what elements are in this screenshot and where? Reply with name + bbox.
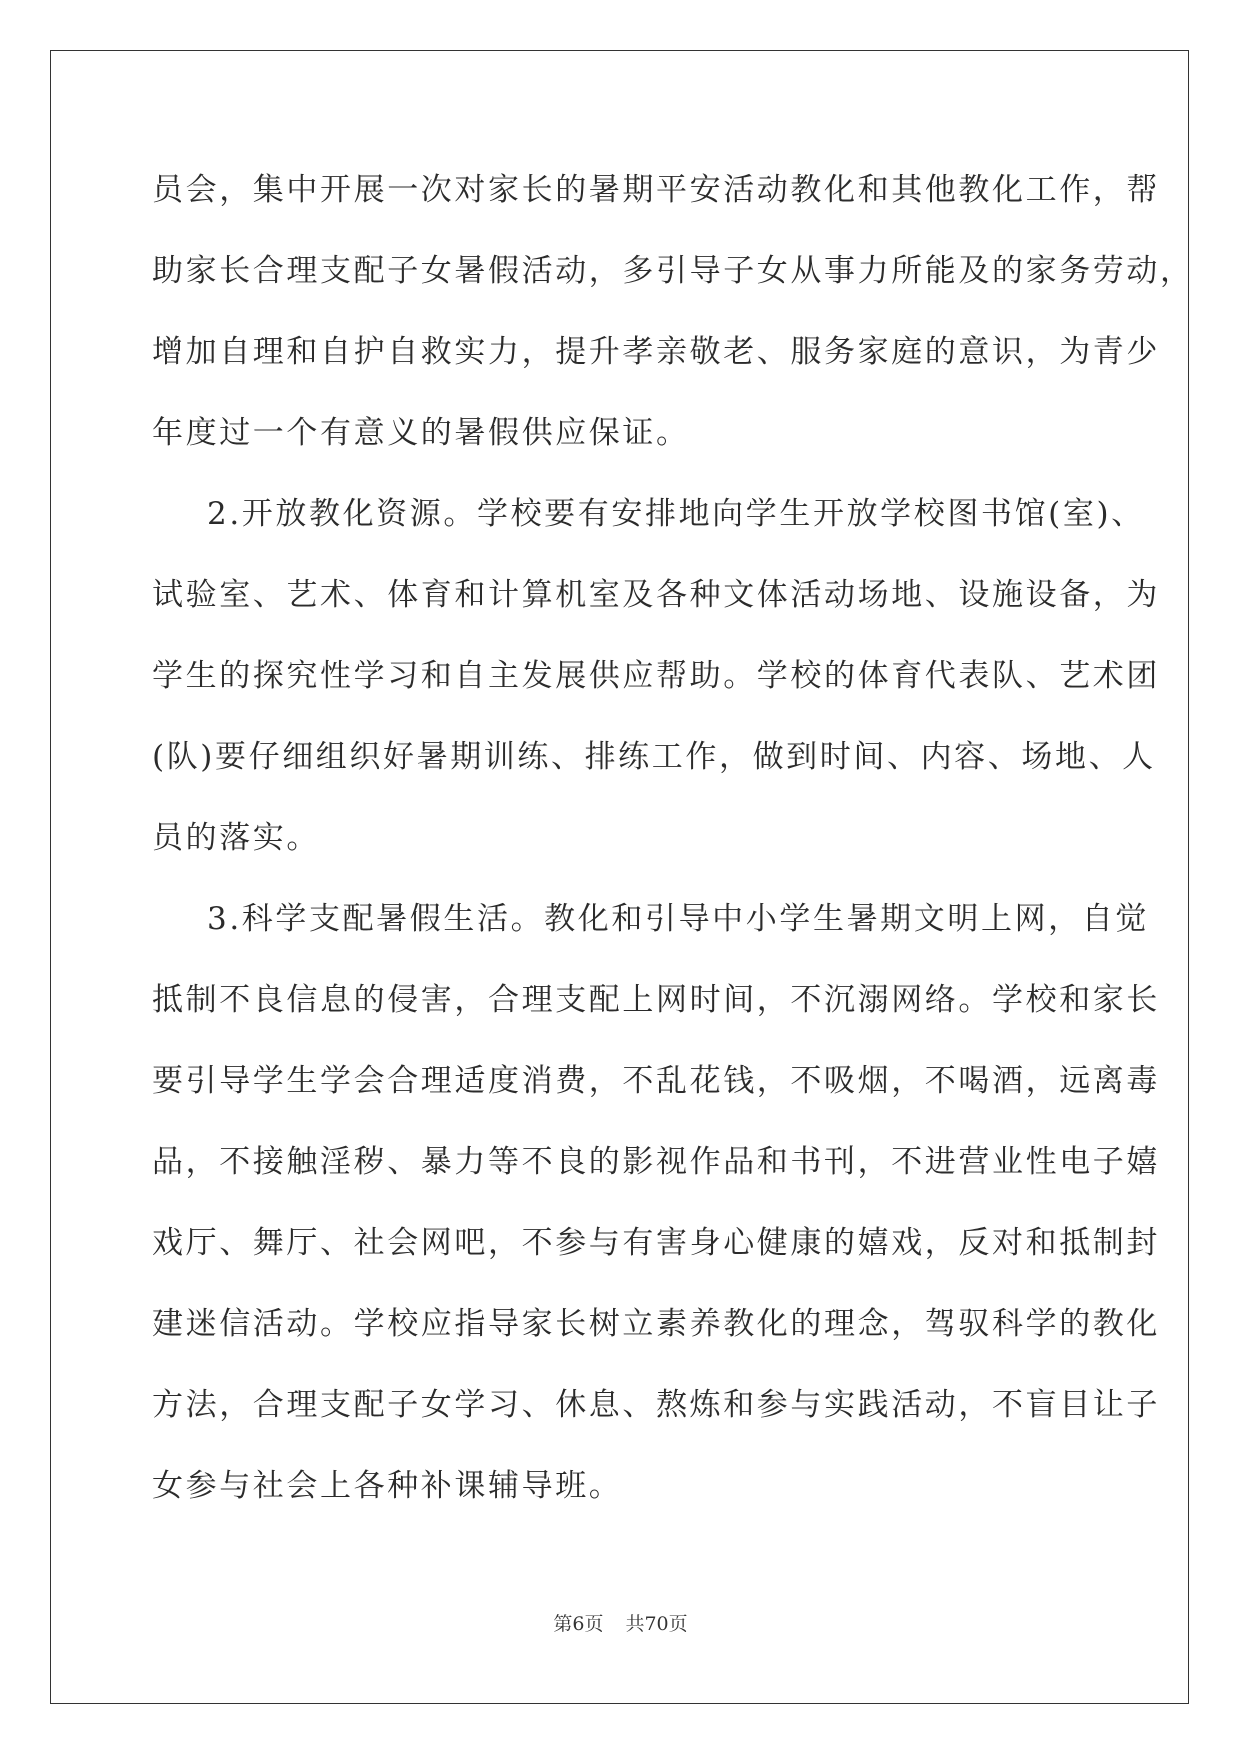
text-line-11: 抵制不良信息的侵害，合理支配上网时间，不沉溺网络。学校和家长 — [152, 982, 1160, 1018]
text-line-4: 年度过一个有意义的暑假供应保证。 — [152, 415, 690, 451]
page-total: 共70页 — [625, 1613, 688, 1635]
text-line-5: 2.开放教化资源。学校要有安排地向学生开放学校图书馆(室)、 — [207, 496, 1145, 532]
text-line-8: (队)要仔细组织好暑期训练、排练工作，做到时间、内容、场地、人 — [152, 739, 1156, 775]
text-line-2: 助家长合理支配子女暑假活动，多引导子女从事力所能及的家务劳动， — [152, 253, 1194, 289]
text-line-12: 要引导学生学会合理适度消费，不乱花钱，不吸烟，不喝酒，远离毒 — [152, 1063, 1160, 1099]
text-line-1: 员会，集中开展一次对家长的暑期平安活动教化和其他教化工作，帮 — [152, 172, 1160, 208]
text-line-15: 建迷信活动。学校应指导家长树立素养教化的理念，驾驭科学的教化 — [152, 1306, 1160, 1342]
text-line-7: 学生的探究性学习和自主发展供应帮助。学校的体育代表队、艺术团 — [152, 658, 1160, 694]
text-line-10: 3.科学支配暑假生活。教化和引导中小学生暑期文明上网，自觉 — [207, 901, 1149, 937]
text-line-17: 女参与社会上各种补课辅导班。 — [152, 1468, 623, 1504]
page-footer — [0, 1612, 1241, 1636]
text-line-9: 员的落实。 — [152, 820, 320, 856]
text-line-13: 品，不接触淫秽、暴力等不良的影视作品和书刊，不进营业性电子嬉 — [152, 1144, 1160, 1180]
text-line-16: 方法，合理支配子女学习、休息、熬炼和参与实践活动，不盲目让子 — [152, 1387, 1160, 1423]
text-line-3: 增加自理和自护自救实力，提升孝亲敬老、服务家庭的意识，为青少 — [152, 334, 1160, 370]
text-line-6: 试验室、艺术、体育和计算机室及各种文体活动场地、设施设备，为 — [152, 577, 1160, 613]
text-line-14: 戏厅、舞厅、社会网吧，不参与有害身心健康的嬉戏，反对和抵制封 — [152, 1225, 1160, 1261]
page-number: 第6页 — [553, 1613, 604, 1635]
page-border — [50, 50, 1189, 1704]
